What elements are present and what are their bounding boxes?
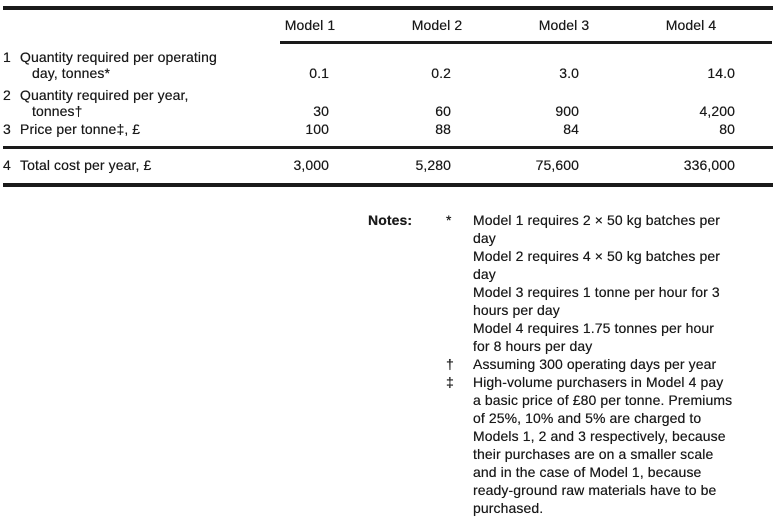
cell-model-3: 900: [555, 103, 579, 119]
note-asterisk: [446, 211, 732, 355]
note-line: Model 4 requires 1.75 tonnes per hour: [473, 320, 715, 336]
cell-model-3: 3.0: [559, 65, 579, 81]
row-label-line-2: day, tonnes*: [32, 65, 110, 81]
table-row-quantity-per-day: [0, 49, 776, 81]
cell-model-4: 80: [719, 121, 735, 137]
note-line: day: [473, 230, 496, 246]
row-label-line-1: [3, 121, 283, 137]
note-text: [473, 373, 732, 517]
note-line: Model 3 requires 1 tonne per hour for 3: [473, 284, 720, 300]
note-text: [473, 355, 716, 373]
note-line: Model 1 requires 2 × 50 kg batches per: [473, 212, 721, 228]
column-header-model-3: Model 3: [538, 17, 590, 33]
table-row-quantity-per-year: [0, 87, 776, 119]
row-label-text: Quantity required per year,: [20, 87, 189, 103]
cell-model-1: 30: [313, 103, 329, 119]
cell-model-3: 75,600: [535, 157, 579, 173]
cell-model-2: 0.2: [431, 65, 451, 81]
cell-model-4: 4,200: [699, 103, 735, 119]
note-text: [473, 211, 720, 355]
row-label: [0, 49, 283, 81]
note-line: hours per day: [473, 302, 560, 318]
cell-model-2: 60: [435, 103, 451, 119]
row-label: [0, 87, 283, 119]
note-double-dagger: [446, 373, 732, 517]
cell-model-4: 336,000: [683, 157, 735, 173]
notes-heading: Notes:: [368, 212, 413, 228]
row-number: 1: [3, 49, 11, 65]
column-header-model-2: Model 2: [411, 17, 463, 33]
row-label-text: Price per tonne‡, £: [20, 121, 141, 137]
note-line: and in the case of Model 1, because: [473, 464, 702, 480]
cell-model-1: 0.1: [309, 65, 329, 81]
column-header-model-4: Model 4: [665, 17, 717, 33]
note-line: ready-ground raw materials have to be: [473, 482, 717, 498]
table-header-underline: [280, 41, 772, 44]
row-label-text: Total cost per year, £: [20, 157, 152, 173]
table-bottom-rule: [3, 183, 773, 187]
note-dagger: [446, 355, 732, 373]
asterisk-marker: *: [446, 212, 452, 228]
cell-model-1: 100: [305, 121, 329, 137]
row-label-line-1: [3, 87, 283, 103]
row-label: [0, 157, 283, 173]
row-label-line-1: [3, 157, 283, 173]
note-line: purchased.: [473, 500, 544, 516]
note-line: Model 2 requires 4 × 50 kg batches per: [473, 248, 721, 264]
note-line: for 8 hours per day: [473, 338, 593, 354]
row-number: 3: [3, 121, 11, 137]
cell-model-2: 88: [435, 121, 451, 137]
note-line: High-volume purchasers in Model 4 pay: [473, 374, 724, 390]
notes-section: [368, 211, 776, 517]
row-label: [0, 121, 283, 137]
row-number: 2: [3, 87, 11, 103]
note-line: of 25%, 10% and 5% are charged to: [473, 410, 702, 426]
row-label-text: Quantity required per operating: [20, 49, 217, 65]
cell-model-3: 84: [563, 121, 579, 137]
table-total-separator-rule: [3, 146, 773, 149]
double-dagger-marker: ‡: [446, 374, 454, 390]
note-line: Assuming 300 operating days per year: [473, 356, 717, 372]
note-line: day: [473, 266, 496, 282]
cell-model-2: 5,280: [415, 157, 451, 173]
note-line: their purchases are on a smaller scale: [473, 446, 714, 462]
row-number: 4: [3, 157, 11, 173]
dagger-marker: †: [446, 356, 454, 372]
row-label-line-2: tonnes†: [32, 103, 83, 119]
note-line: a basic price of £80 per tonne. Premiums: [473, 392, 733, 408]
note-line: Models 1, 2 and 3 respectively, because: [473, 428, 726, 444]
notes-items: [446, 211, 732, 517]
cell-model-1: 3,000: [293, 157, 329, 173]
column-header-model-1: Model 1: [284, 17, 336, 33]
table-row-total-cost: [0, 157, 776, 173]
cell-model-4: 14.0: [707, 65, 735, 81]
table-row-price-per-tonne: [0, 121, 776, 137]
table-header-row: [0, 10, 776, 41]
row-label-line-1: [3, 49, 283, 65]
